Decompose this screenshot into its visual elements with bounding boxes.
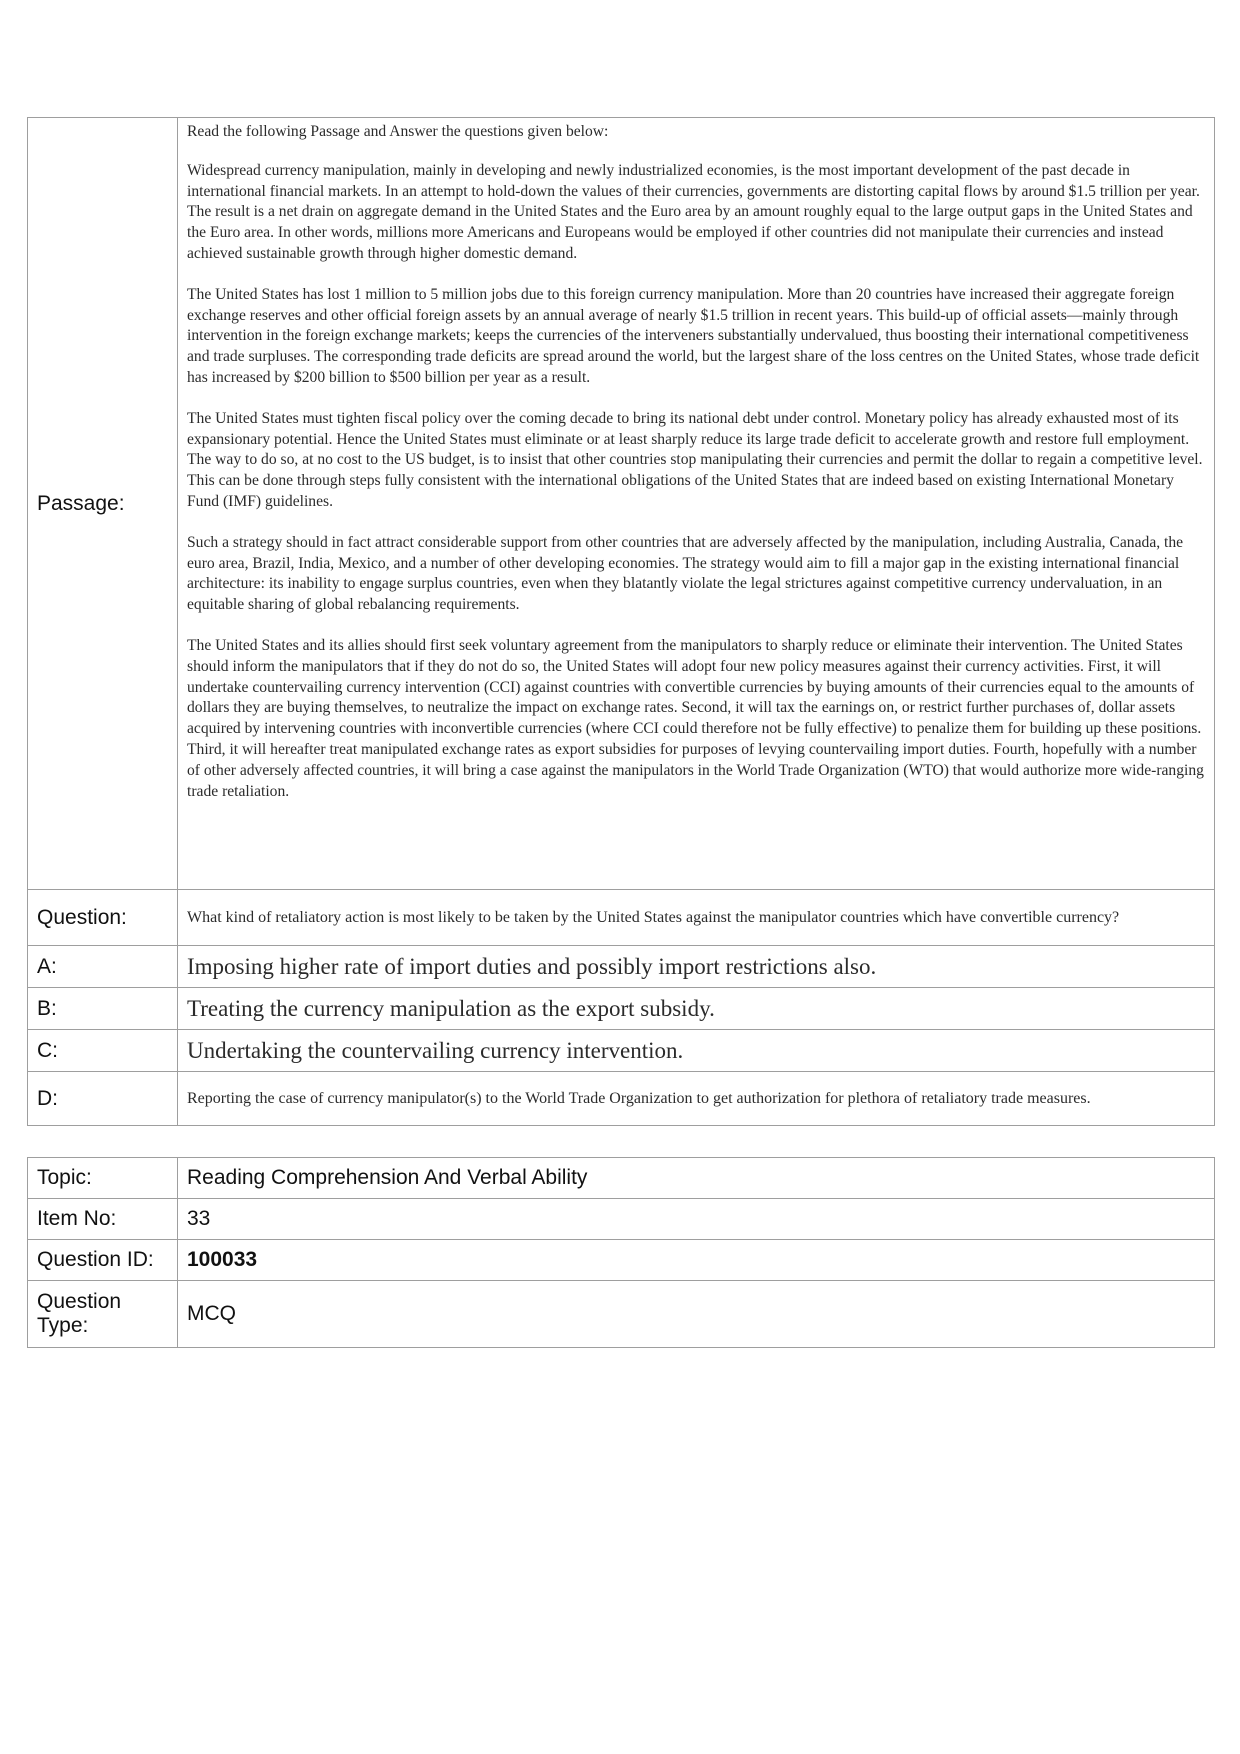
option-row-c	[28, 1030, 1215, 1072]
passage-intro: Read the following Passage and Answer the questions given below:	[187, 123, 609, 140]
question-id-label: Question ID:	[28, 1240, 178, 1281]
question-id-row	[28, 1240, 1215, 1281]
option-d-label: D:	[28, 1072, 178, 1126]
option-row-a	[28, 946, 1215, 988]
question-label: Question:	[28, 890, 178, 946]
passage-paragraph: Such a strategy should in fact attract considerable support from other countries that are adversely affected by the manipulation, including Australia, Canada, the euro area, Brazil, India, Mexico, and a number of other developing economies. The strategy would aim to fill a major gap in the existing international financial architecture: its inability to engage surplus countries, even when they blatantly violate the legal strictures against competitive currency undervaluation, in an equitable sharing of global rebalancing requirements.	[187, 533, 1184, 614]
passage-paragraph: The United States and its allies should first seek voluntary agreement from the manipulators to sharply reduce or eliminate their intervention. The United States should inform the manipulators that if they do not do so, the United States will adopt four new policy measures against their currency activities. First, it will undertake countervailing currency intervention (CCI) against countries with convertible currencies by buying amounts of their currencies equal to the amounts of dollars they are buying themselves, to neutralize the impact on exchange rates. Second, it will tax the earnings on, or restrict further purchases of, dollar assets acquired by intervening countries with inconvertible currencies (where CCI could therefore not be fully effective) to penalize them for building up these positions. Third, it will hereafter treat manipulated exchange rates as export subsidies for purposes of levying countervailing import duties. Fourth, hopefully with a number of other adversely affected countries, it will bring a case against the manipulators in the World Trade Organization (WTO) that would authorize more wide-ranging trade retaliation.	[187, 636, 1204, 800]
topic-value: Reading Comprehension And Verbal Ability	[178, 1158, 1215, 1199]
passage-text	[178, 118, 1215, 890]
question-id-value: 100033	[178, 1240, 1215, 1281]
topic-row	[28, 1158, 1215, 1199]
item-row	[28, 1199, 1215, 1240]
option-a-label: A:	[28, 946, 178, 988]
item-label: Item No:	[28, 1199, 178, 1240]
option-c-label: C:	[28, 1030, 178, 1072]
question-type-value: MCQ	[178, 1281, 1215, 1348]
question-row	[28, 890, 1215, 946]
question-type-label: Question Type:	[28, 1281, 178, 1348]
option-b-label: B:	[28, 988, 178, 1030]
option-c-text: Undertaking the countervailing currency intervention.	[178, 1030, 1215, 1072]
question-table	[27, 117, 1215, 1126]
option-b-text: Treating the currency manipulation as the export subsidy.	[178, 988, 1215, 1030]
option-a-text: Imposing higher rate of import duties and possibly import restrictions also.	[178, 946, 1215, 988]
passage-paragraph: The United States has lost 1 million to 5 million jobs due to this foreign currency manipulation. More than 20 countries have increased their aggregate foreign exchange reserves and other official foreign assets by an annual average of nearly $1.5 trillion in recent years. This build-up of official assets—mainly through intervention in the foreign exchange markets; keeps the currencies of the interveners substantially undervalued, thus boosting their international competitiveness and trade surpluses. The corresponding trade deficits are spread around the world, but the largest share of the loss centres on the United States, whose trade deficit has increased by $200 billion to $500 billion per year as a result.	[187, 285, 1200, 386]
item-value: 33	[178, 1199, 1215, 1240]
option-row-b	[28, 988, 1215, 1030]
option-d-text: Reporting the case of currency manipulator(s) to the World Trade Organization to get authorization for plethora of retaliatory trade measures.	[178, 1072, 1215, 1126]
question-type-row	[28, 1281, 1215, 1348]
passage-paragraph: Widespread currency manipulation, mainly in developing and newly industrialized economies, is the most important development of the past decade in international financial markets. In an attempt to hold-down the values of their currencies, governments are distorting capital flows by around $1.5 trillion per year. The result is a net drain on aggregate demand in the United States and the Euro area by an amount roughly equal to the large output gaps in the United States and the Euro area. In other words, millions more Americans and Europeans would be employed if other countries did not manipulate their currencies and instead achieved sustainable growth through higher domestic demand.	[187, 161, 1200, 262]
passage-row	[28, 118, 1215, 890]
question-text: What kind of retaliatory action is most likely to be taken by the United States against the manipulator countries which have convertible currency?	[178, 890, 1215, 946]
option-row-d	[28, 1072, 1215, 1126]
meta-table	[27, 1157, 1215, 1348]
topic-label: Topic:	[28, 1158, 178, 1199]
passage-paragraph: The United States must tighten fiscal policy over the coming decade to bring its national debt under control. Monetary policy has already exhausted most of its expansionary potential. Hence the United States must eliminate or at least sharply reduce its large trade deficit to accelerate growth and restore full employment. The way to do so, at no cost to the US budget, is to insist that other countries stop manipulating their currencies and permit the dollar to regain a competitive level. This can be done through steps fully consistent with the international obligations of the United States that are indeed based on existing International Monetary Fund (IMF) guidelines.	[187, 409, 1203, 510]
passage-label: Passage:	[28, 118, 178, 890]
